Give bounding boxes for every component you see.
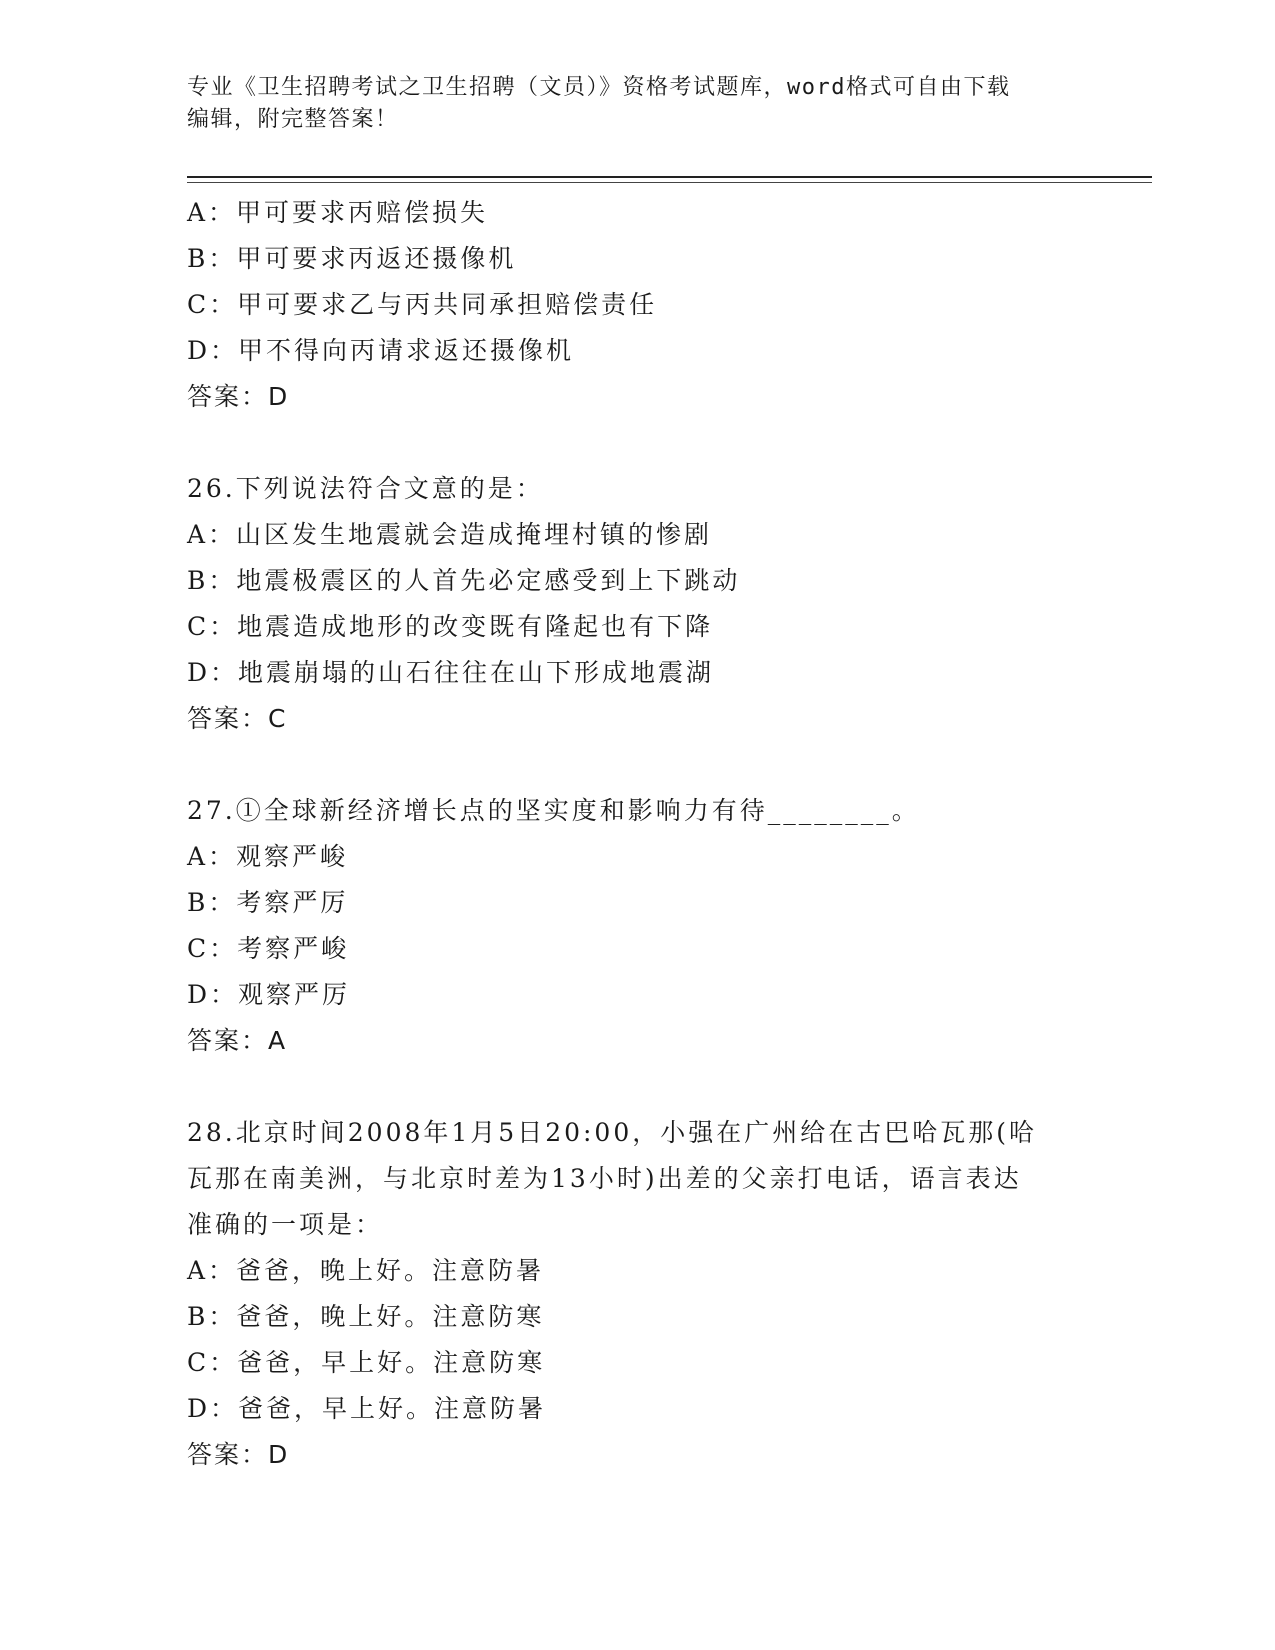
- answer-label: 答案：A: [187, 1026, 288, 1055]
- question-spacer: [187, 1064, 1077, 1110]
- question-stem: 26.下列说法符合文意的是：: [187, 474, 544, 503]
- question-28: [187, 1110, 1077, 1478]
- question-26: [187, 466, 1077, 742]
- question-list: [187, 190, 1077, 1478]
- answer-label: 答案：C: [187, 704, 288, 733]
- option-b: B：爸爸，晚上好。注意防寒: [187, 1302, 545, 1331]
- header-divider-thick: [187, 176, 1152, 178]
- header-line-2: 编辑，附完整答案！: [187, 107, 399, 132]
- question-25: [187, 190, 1077, 420]
- option-d: D：地震崩塌的山石往往在山下形成地震湖: [187, 658, 715, 687]
- option-b: B：考察严厉: [187, 888, 349, 917]
- question-spacer: [187, 742, 1077, 788]
- question-stem-line-3: 准确的一项是：: [187, 1210, 384, 1239]
- option-c: C：甲可要求乙与丙共同承担赔偿责任: [187, 290, 658, 319]
- document-header: [187, 72, 1067, 136]
- option-c: C：考察严峻: [187, 934, 350, 963]
- answer-label: 答案：D: [187, 382, 290, 411]
- header-line-1: 专业《卫生招聘考试之卫生招聘（文员）》资格考试题库，word格式可自由下载: [187, 75, 1011, 100]
- option-d: D：甲不得向丙请求返还摄像机: [187, 336, 575, 365]
- option-a: A：观察严峻: [187, 842, 349, 871]
- option-b: B：地震极震区的人首先必定感受到上下跳动: [187, 566, 741, 595]
- question-stem-line-1: 28.北京时间2008年1月5日20:00，小强在广州给在古巴哈瓦那(哈: [187, 1118, 1037, 1147]
- question-stem-line-2: 瓦那在南美洲，与北京时差为13小时)出差的父亲打电话，语言表达: [187, 1164, 1022, 1193]
- option-c: C：爸爸，早上好。注意防寒: [187, 1348, 546, 1377]
- option-c: C：地震造成地形的改变既有隆起也有下降: [187, 612, 714, 641]
- question-stem: 27.①全球新经济增长点的坚实度和影响力有待________。: [187, 796, 920, 825]
- option-d: D：爸爸，早上好。注意防暑: [187, 1394, 547, 1423]
- option-d: D：观察严厉: [187, 980, 351, 1009]
- option-a: A：爸爸，晚上好。注意防暑: [187, 1256, 545, 1285]
- header-divider-thin: [187, 182, 1152, 183]
- question-27: [187, 788, 1077, 1064]
- option-b: B：甲可要求丙返还摄像机: [187, 244, 517, 273]
- answer-label: 答案：D: [187, 1440, 290, 1469]
- question-spacer: [187, 420, 1077, 466]
- option-a: A：山区发生地震就会造成掩埋村镇的惨剧: [187, 520, 713, 549]
- option-a: A：甲可要求丙赔偿损失: [187, 198, 489, 227]
